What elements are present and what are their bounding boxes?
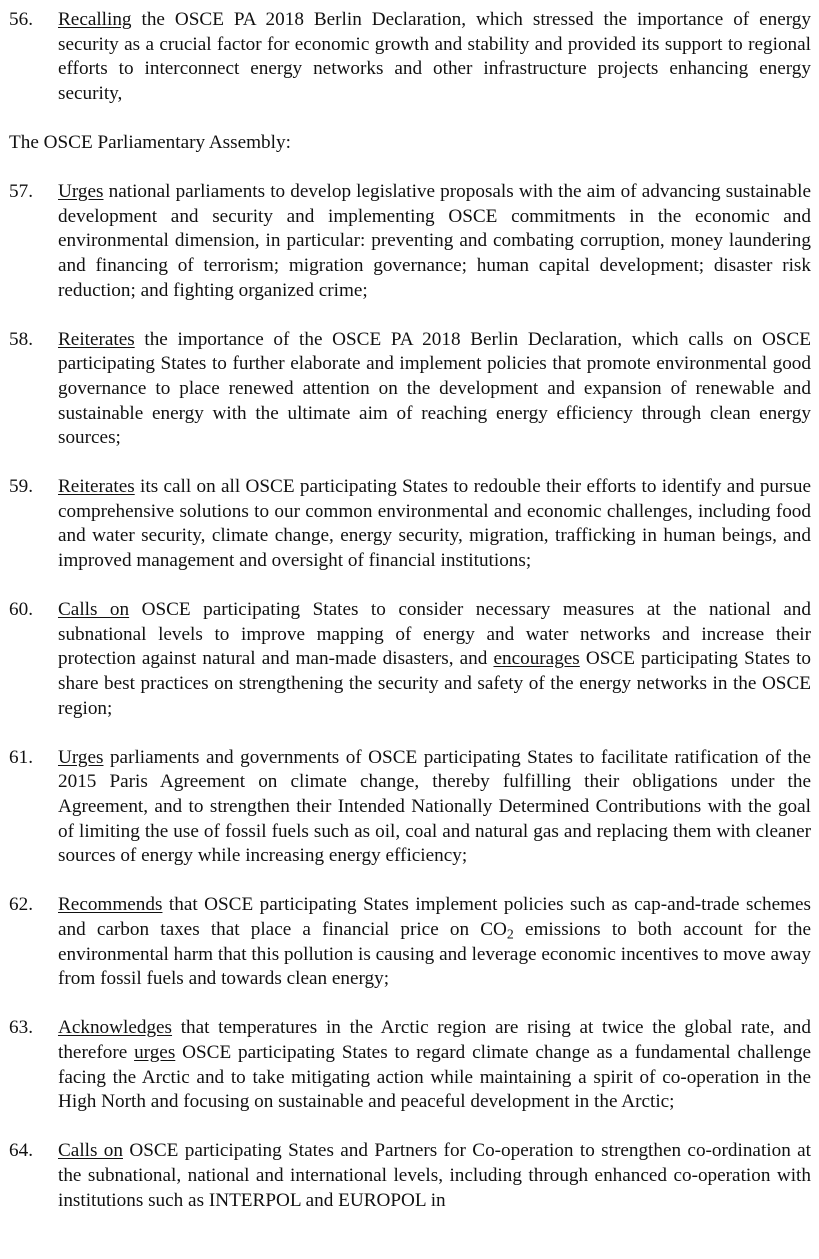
- paragraph-keyword: Recalling: [58, 9, 132, 30]
- paragraph-62: [9, 893, 811, 991]
- paragraph-61: [9, 746, 811, 869]
- paragraph-body: [58, 746, 811, 869]
- paragraph-keyword: Reiterates: [58, 476, 135, 498]
- paragraph-keyword: Acknowledges: [58, 1017, 173, 1039]
- paragraph-text: parliaments and governments of OSCE participating States to facilitate ratification of the 2015 Paris Agreement on climate change, thereby fulfilling their obligations under the Agreement, and to strengthen their Intended Nationally Determined Contributions with the goal of limiting the use of fossil fuels such as oil, coal and natural gas and replacing them with cleaner sources of energy while increasing energy efficiency;: [58, 746, 811, 867]
- paragraph-number: 58.: [9, 328, 33, 350]
- paragraph-text: national parliaments to develop legislative proposals with the aim of advancing sustainable development and security and implementing OSCE commitments in the economic and environmental dimension, in particular: preventing and combating corruption, money laundering and financing of terrorism; migration governance; human capital development; disaster risk reduction; and fighting organized crime;: [58, 181, 811, 301]
- document-page: [9, 8, 811, 1213]
- paragraph-keyword: Urges: [58, 746, 104, 768]
- paragraph-body: [58, 893, 811, 991]
- paragraph-56: [9, 8, 811, 106]
- paragraph-text: that OSCE participating States implement policies such as cap-and-trade schemes and carbon taxes that place a financial price on CO: [58, 894, 811, 940]
- paragraph-keyword-secondary: urges: [134, 1041, 176, 1063]
- paragraph-number: 60.: [9, 599, 33, 621]
- paragraph-body: [58, 180, 811, 303]
- paragraph-number: 62.: [9, 894, 33, 916]
- paragraph-body: [58, 8, 811, 106]
- paragraph-number: 59.: [9, 476, 33, 498]
- paragraph-body: [58, 598, 811, 721]
- paragraph-64: [9, 1139, 811, 1213]
- paragraph-number: 63.: [9, 1017, 33, 1039]
- paragraph-keyword: Calls on: [58, 1140, 123, 1162]
- paragraph-text: OSCE participating States to consider necessary measures at the national and subnational levels to improve mapping of energy and water networks and increase their protection against natural and man-made disasters, and: [58, 599, 811, 670]
- paragraph-text: the importance of the OSCE PA 2018 Berlin Declaration, which calls on OSCE participating States to further elaborate and implement policies that promote environmental good governance to place renewed attention on the development and expansion of renewable and sustainable energy with the ultimate aim of reaching energy efficiency through clean energy sources;: [58, 328, 811, 449]
- paragraph-number: 61.: [9, 746, 33, 768]
- paragraph-keyword-secondary: encourages: [493, 648, 580, 670]
- paragraph-number: 56.: [9, 9, 33, 30]
- paragraph-keyword: Recommends: [58, 894, 163, 916]
- paragraph-57: [9, 180, 811, 303]
- paragraph-body: [58, 1139, 811, 1213]
- paragraph-text: the OSCE PA 2018 Berlin Declaration, which stressed the importance of energy security as a crucial factor for economic growth and stability and provided its support to regional efforts to interconnect energy networks and other infrastructure projects enhancing energy security,: [58, 9, 811, 104]
- paragraph-number: 57.: [9, 181, 33, 203]
- paragraph-keyword: Reiterates: [58, 328, 135, 350]
- paragraph-number: 64.: [9, 1140, 33, 1162]
- paragraph-63: [9, 1016, 811, 1114]
- paragraph-text: OSCE participating States and Partners for Co-operation to strengthen co-ordination at the subnational, national and international levels, including through enhanced co-operation with institutions such as INTERPOL and EUROPOL in: [58, 1140, 811, 1211]
- paragraph-text: its call on all OSCE participating States to redouble their efforts to identify and pursue comprehensive solutions to our common environmental and economic challenges, including food and water security, climate change, energy security, migration, trafficking in human beings, and improved management and oversight of financial institutions;: [58, 476, 811, 572]
- paragraph-body: [58, 475, 811, 573]
- paragraph-text-continued: emissions to both account for the environmental harm that this pollution is causing and leverage economic incentives to move away from fossil fuels and towards clean energy;: [58, 918, 811, 990]
- paragraph-text-continued: OSCE participating States to share best practices on strengthening the security and safety of the energy networks in the OSCE region;: [58, 648, 812, 719]
- paragraph-58: [9, 328, 811, 451]
- paragraph-60: [9, 598, 811, 721]
- assembly-intro: The OSCE Parliamentary Assembly:: [9, 131, 291, 153]
- paragraph-59: [9, 475, 811, 573]
- paragraph-keyword: Calls on: [58, 599, 130, 621]
- paragraph-text: that temperatures in the Arctic region are rising at twice the global rate, and therefore: [58, 1017, 811, 1063]
- paragraph-body: [58, 328, 811, 451]
- paragraph-text-continued: OSCE participating States to regard climate change as a fundamental challenge facing the Arctic and to take mitigating action while maintaining a spirit of co-operation in the High North and focusing on sustainable and peaceful development in the Arctic;: [58, 1041, 811, 1113]
- paragraph-keyword: Urges: [58, 181, 104, 203]
- paragraph-body: [58, 1016, 811, 1114]
- co2-subscript: 2: [506, 926, 514, 942]
